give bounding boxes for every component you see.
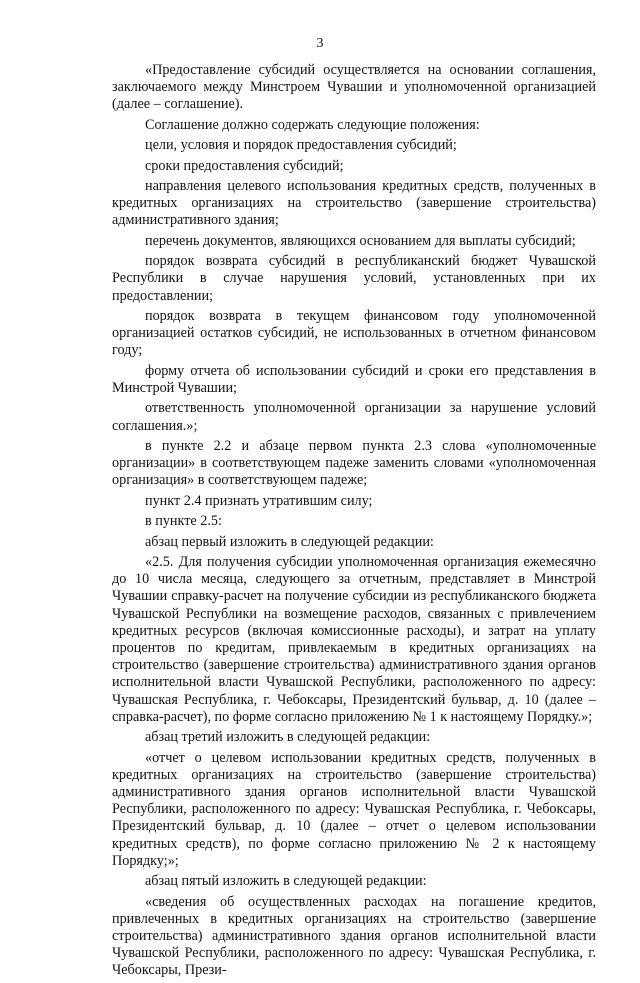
paragraph-return-on-violation: порядок возврата субсидий в республиканский бюджет Чувашской Республики в случае нарушения условий, установленных при их предоставлении; [112,253,596,304]
paragraph-first-abzac: абзац первый изложить в следующей редакции: [145,533,434,550]
paragraph-credit-usage-directions: направления целевого использования кредитных средств, полученных в кредитных организациях на строительство (завершение строительства) административного здания; [112,177,596,229]
document-body [112,62,596,983]
paragraph-agreement-basis: «Предоставление субсидий осуществляется на основании соглашения, заключаемого между Минстроем Чувашии и уполномоченной организацией (далее – соглашение). [112,62,596,113]
paragraph-responsibility: ответственность уполномоченной организации за нарушение условий соглашения.»; [112,400,596,434]
paragraph-report-form: форму отчета об использовании субсидий и сроки его представления в Минстрой Чувашии; [112,362,596,396]
paragraph-void-clause: пункт 2.4 признать утратившим силу; [145,492,373,509]
page-number: 3 [316,36,324,51]
paragraph-goals-conditions: цели, условия и порядок предоставления субсидий; [145,137,457,154]
paragraph-terms: сроки предоставления субсидий; [145,157,344,174]
paragraph-target-use-report: «отчет о целевом использовании кредитных средств, полученных в кредитных организациях на строительство (завершение строительства) административного здания органов исполнительной власти Чувашской Республики, расположенного по адресу: Чувашская Республика, г. Чебоксары, Президентский бульвар, д. 10 (далее – отчет о целевом использовании кредитных средств), по форме согласно приложению № 2 к настоящему Порядку;»; [112,749,596,869]
paragraph-clause-2-5-text: «2.5. Для получения субсидии уполномоченная организация ежемесячно до 10 числа месяца, следующего за отчетным, представляет в Минстрой Чувашии справку-расчет на получение субсидии из республиканского бюджета Чувашской Республики на возмещение расходов, связанных с привлечением кредитных ресурсов (включая комиссионные расходы), и затрат на уплату процентов по кредитам, привлекаемым в кредитных организациях на строительство (завершение строительства) административного здания органов исполнительной власти Чувашской Республики, расположенного по адресу: Чувашская Республика, г. Чебоксары, Президентский бульвар, д. 10 (далее – справка-расчет), по форме согласно приложению № 1 к настоящему Порядку.»; [112,553,596,725]
paragraph-agreement-contents: Соглашение должно содержать следующие положения: [145,116,480,133]
paragraph-replace-words: в пункте 2.2 и абзаце первом пункта 2.3 слова «уполномоченные организации» в соответствующем падеже заменить словами «уполномоченная организация» в соответствующем падеже; [112,437,596,489]
paragraph-third-abzac: абзац третий изложить в следующей редакции: [145,729,431,746]
paragraph-fifth-abzac: абзац пятый изложить в следующей редакции: [145,873,427,890]
paragraph-return-remainders: порядок возврата в текущем финансовом году уполномоченной организацией остатков субсидий, не использованных в отчетном финансовом году; [112,307,596,359]
paragraph-clause-2-5: в пункте 2.5: [145,513,222,530]
paragraph-documents-list: перечень документов, являющихся основанием для выплаты субсидий; [145,232,576,249]
paragraph-expenses-info: «сведения об осуществленных расходах на погашение кредитов, привлеченных в кредитных организациях на строительство (завершение строительства) административного здания органов исполнительной власти Чувашской Республики, расположенного по адресу: Чувашская Республика, г. Чебоксары, Прези- [112,893,596,979]
